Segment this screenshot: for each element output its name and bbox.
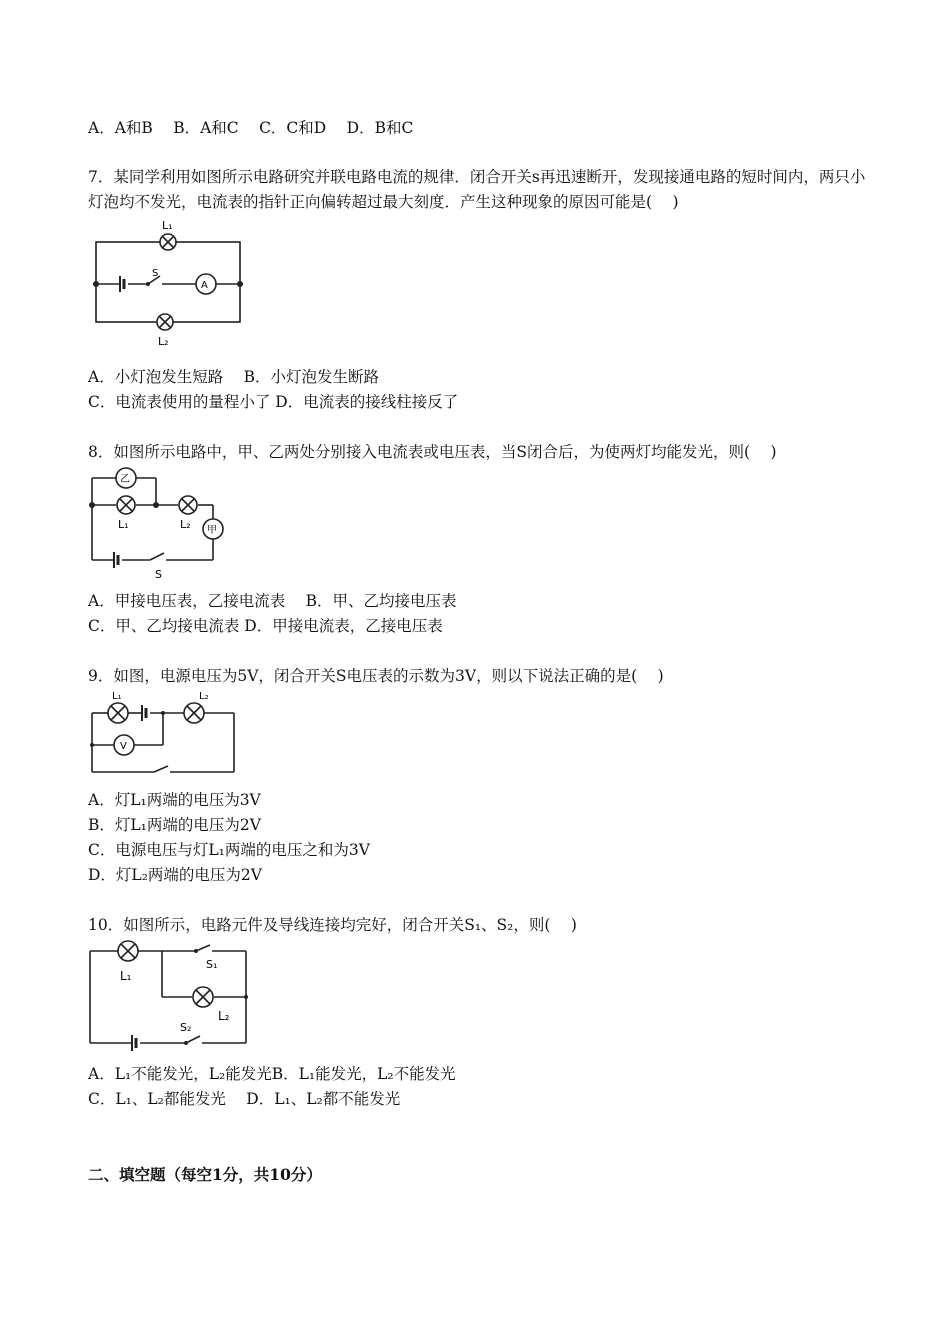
q8-options-cd: C．甲、乙均接电流表 D．甲接电流表，乙接电压表 [88,617,443,635]
q9-option-d: D．灯L₂两端的电压为2V [88,866,262,884]
q7-options-ab: A．小灯泡发生短路 B．小灯泡发生断路 [88,368,380,386]
q7-label-l1: L₁ [162,219,173,232]
q8-options-ab: A．甲接电压表，乙接电流表 B．甲、乙均接电压表 [88,592,457,610]
q6-options: A．A和B B．A和C C．C和D D．B和C [88,119,414,137]
q10-label-l2: L₂ [218,1009,230,1023]
q8-circuit-figure [88,463,238,583]
q10-circuit-figure [88,937,253,1057]
q9-option-c: C．电源电压与灯L₁两端的电压之和为3V [88,841,370,859]
q7-label-s: S [152,268,159,279]
q9-circuit-figure [88,688,243,778]
q7-label-a: A [201,280,208,291]
q8-stem: 8．如图所示电路中，甲、乙两处分别接入电流表或电压表，当S闭合后，为使两灯均能发光，则( ) [88,443,777,461]
q7-stem: 7．某同学利用如图所示电路研究并联电路电流的规律．闭合开关s再迅速断开，发现接通电路的短时间内，两只小灯泡均不发光，电流表的指针正向偏转超过最大刻度．产生这种现象的原因可能是( ) [88,168,866,211]
q10-options-cd: C．L₁、L₂都能发光 D．L₁、L₂都不能发光 [88,1090,401,1108]
q10-label-s1: S₁ [206,958,218,971]
q9-option-a: A．灯L₁两端的电压为3V [88,791,261,809]
q7-options-cd: C．电流表使用的量程小了 D．电流表的接线柱接反了 [88,393,459,411]
q9-label-v: V [120,741,127,752]
q10-label-s2: S₂ [180,1021,192,1034]
q9-label-l1: L₁ [112,691,122,702]
q10-stem: 10．如图所示，电路元件及导线连接均完好，闭合开关S₁、S₂，则( ) [88,916,577,934]
q8-label-jia: 甲 [207,525,217,536]
q8-label-s: S [155,568,162,581]
q8-label-l2: L₂ [180,518,191,531]
section-2-title: 二、填空题（每空1分，共10分） [88,1165,322,1184]
q9-stem: 9．如图，电源电压为5V，闭合开关S电压表的示数为3V，则以下说法正确的是( ) [88,667,664,685]
q9-label-l2: L₂ [199,691,209,702]
q9-option-b: B．灯L₁两端的电压为2V [88,816,261,834]
q7-circuit-figure [88,214,258,349]
q10-options-ab: A．L₁不能发光，L₂能发光B．L₁能发光，L₂不能发光 [88,1065,456,1083]
q8-label-yi: 乙 [120,474,130,485]
q10-label-l1: L₁ [120,969,132,983]
q7-label-l2: L₂ [158,335,169,348]
q8-label-l1: L₁ [118,518,129,531]
